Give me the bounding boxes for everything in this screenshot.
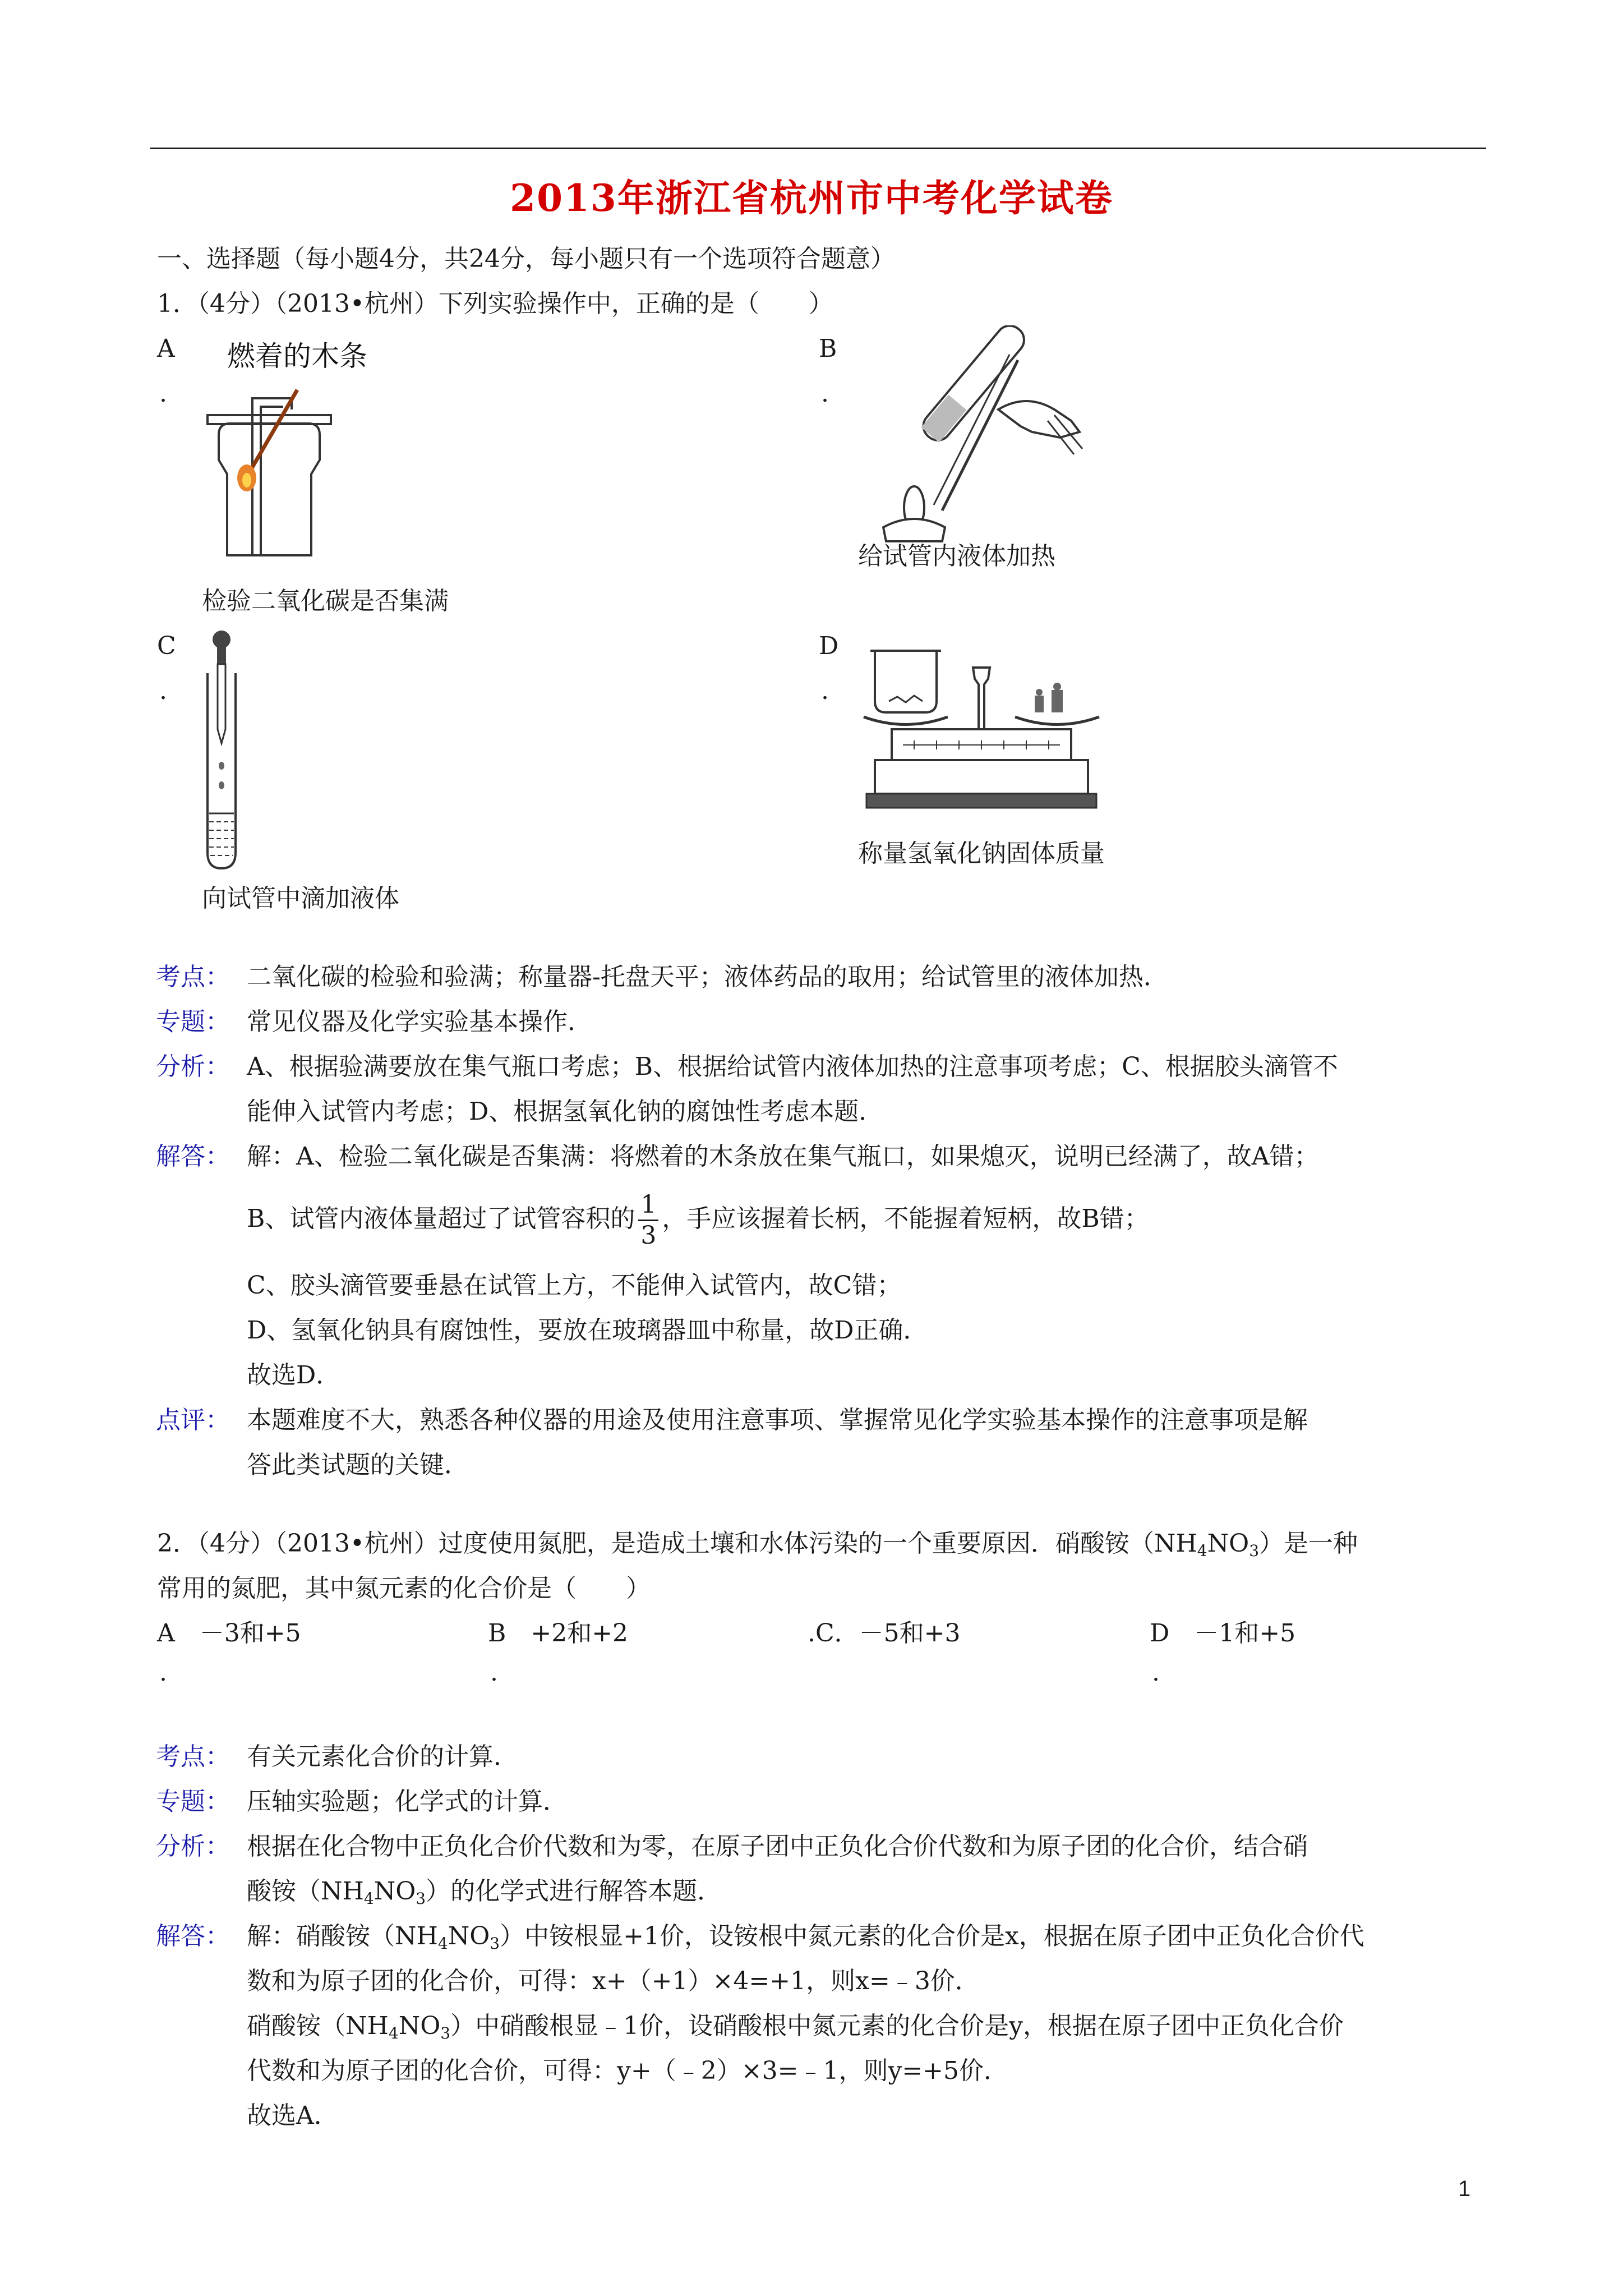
q2-jieda-line5: 故选A． (247, 2101, 339, 2130)
q1-option-c-letter: C (157, 632, 176, 660)
q1-option-a-figure (185, 331, 398, 578)
q1-jieda-line3: C、胶头滴管要垂悬在试管上方，不能伸入试管内，故C错； (247, 1271, 902, 1300)
q2-jieda-label: 解答： (156, 1922, 230, 1950)
q1-dianping-label: 点评： (156, 1406, 230, 1434)
q1-jieda-line2 (247, 1190, 1149, 1250)
q2-jieda-line4: 代数和为原子团的化合价，可得：y+（﹣2）×3=﹣1，则y=+5价． (247, 2056, 1009, 2085)
q2-option-b: B +2和+2 (488, 1619, 629, 1648)
q2-fenxi-label: 分析： (156, 1832, 230, 1861)
q1-option-a-dot: . (159, 379, 167, 408)
q2-option-a-dot: . (159, 1658, 167, 1687)
q2-jieda-line3: 硝酸铵$(NH_4NO_3)$中硝酸根显﹣1价，设硝酸根中氮元素的化合价是y，根据在原子团中正负化合价 (247, 2012, 1344, 2042)
q1-option-d-letter: D (819, 632, 839, 660)
q1-option-c-caption: 向试管中滴加液体 (202, 884, 399, 913)
q2-option-c: .C．－5和+3 (808, 1619, 961, 1648)
q1-kaodian-label: 考点： (156, 963, 230, 991)
q1-option-c-figure (191, 628, 258, 875)
q2-zhuanti-label: 专题： (156, 1787, 230, 1816)
q1-jieda-line2-pre: B、试管内液体量超过了试管容积的 (247, 1204, 635, 1233)
page-number: 1 (1458, 2177, 1471, 2201)
q1-option-d-figure (858, 634, 1105, 825)
q2-jieda-line2: 数和为原子团的化合价，可得：x+（+1）×4=+1，则x=﹣3价． (247, 1967, 980, 1995)
q1-dianping-line1: 本题难度不大，熟悉各种仪器的用途及使用注意事项、掌握常见化学实验基本操作的注意事项是解 (247, 1406, 1308, 1434)
q1-jieda-line4: D、氢氧化钠具有腐蚀性，要放在玻璃器皿中称量，故D正确． (247, 1316, 928, 1345)
one-third-fraction: $\frac{1}{3}$ (638, 1190, 658, 1250)
q2-jieda-line1: 解：硝酸铵$(NH_4NO_3)$中铵根显+1价，设铵根中氮元素的化合价是x，根据在原子团中正负化合价代 (247, 1922, 1364, 1953)
q1-option-c-dot: . (159, 677, 167, 705)
balance-base-icon (875, 760, 1088, 794)
hand-icon (998, 401, 1080, 438)
q2-option-a: A －3和+5 (157, 1619, 301, 1648)
page-title: 2013年浙江省杭州市中考化学试卷 (510, 176, 1113, 220)
q1-jieda-label: 解答： (156, 1142, 230, 1171)
pointer-icon (973, 668, 990, 729)
q1-zhuanti: 常见仪器及化学实验基本操作． (247, 1007, 592, 1036)
q1-jieda-line2-post: ，手应该握着长柄，不能握着短柄，故B错； (662, 1204, 1149, 1233)
q1-kaodian: 二氧化碳的检验和验满；称量器-托盘天平；液体药品的取用；给试管里的液体加热． (247, 963, 1168, 991)
q1-option-a-caption: 检验二氧化碳是否集满 (202, 587, 449, 615)
right-pan-icon (1015, 717, 1099, 725)
q1-zhuanti-label: 专题： (156, 1007, 230, 1036)
q1-stem: 1．（4分）（2013•杭州）下列实验操作中，正确的是（ ） (157, 289, 833, 318)
q2-fenxi-line2: 酸铵$(NH_4NO_3)$的化学式进行解答本题． (247, 1877, 722, 1908)
q1-option-b-caption: 给试管内液体加热 (858, 542, 1055, 570)
droplet-icon (219, 762, 224, 770)
q1-fenxi-label: 分析： (156, 1052, 230, 1081)
q1-option-b-figure (858, 325, 1094, 550)
q2-stem-line2: 常用的氮肥，其中氮元素的化合价是（ ） (157, 1574, 651, 1603)
q1-option-b-letter: B (819, 334, 837, 363)
q2-stem-line1: 2．（4分）（2013•杭州）过度使用氮肥，是造成土壤和水体污染的一个重要原因．硝酸铵$(NH_4NO_3)$是一种 (157, 1529, 1358, 1560)
q1-jieda-line1: 解：A、检验二氧化碳是否集满：将燃着的木条放在集气瓶口，如果熄灭，说明已经满了，故A错； (247, 1142, 1319, 1171)
dropper-bulb-icon (213, 631, 230, 648)
left-pan-icon (864, 717, 948, 725)
q1-fenxi-line2: 能伸入试管内考虑；D、根据氢氧化钠的腐蚀性考虑本题． (247, 1097, 884, 1126)
q1-option-a-letter: A (157, 334, 175, 363)
q2-option-d: D －1和+5 (1150, 1619, 1296, 1648)
q1-option-d-dot: . (821, 677, 829, 705)
q1-option-b-dot: . (821, 379, 829, 408)
q1-jieda-line5: 故选D． (247, 1361, 341, 1389)
wooden-stick-icon (247, 390, 297, 477)
q1-dianping-line2: 答此类试题的关键． (247, 1451, 469, 1479)
dropper-tube-icon (218, 664, 225, 743)
weight-icon (1035, 696, 1044, 712)
q2-kaodian-label: 考点： (156, 1742, 230, 1771)
q1-option-d-caption: 称量氢氧化钠固体质量 (858, 839, 1105, 868)
gas-tube-icon (252, 398, 292, 555)
q2-option-b-dot: . (490, 1658, 498, 1687)
q2-option-d-dot: . (1152, 1658, 1160, 1687)
q2-zhuanti: 压轴实验题；化学式的计算． (247, 1787, 568, 1816)
q2-fenxi-line1: 根据在化合物中正负化合价代数和为零，在原子团中正负化合价代数和为原子团的化合价，结合硝 (247, 1832, 1308, 1861)
q2-kaodian: 有关元素化合价的计算． (247, 1742, 518, 1771)
section-header: 一、选择题（每小题4分，共24分，每小题只有一个选项符合题意） (157, 245, 895, 273)
q1-fenxi-line1: A、根据验满要放在集气瓶口考虑；B、根据给试管内液体加热的注意事项考虑；C、根据胶头滴管不 (247, 1052, 1338, 1081)
burning-stick-label: 燃着的木条 (227, 341, 367, 372)
gas-bottle-icon (219, 424, 320, 555)
header-rule (150, 148, 1486, 149)
